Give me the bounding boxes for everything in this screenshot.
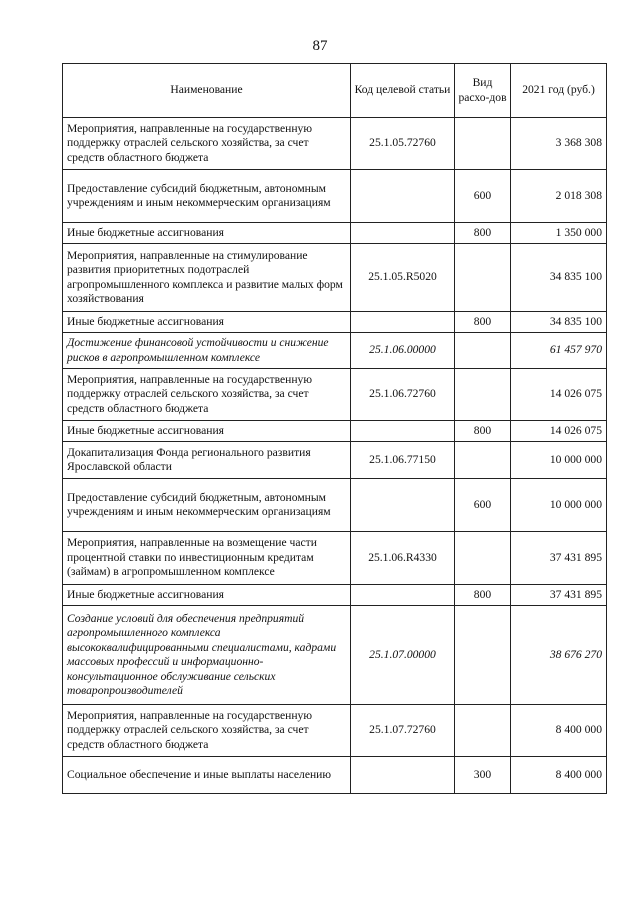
table-row [63,421,607,442]
table-row [63,333,607,369]
table-row [63,170,607,223]
table-row [63,606,607,705]
cell-sum: 8 400 000 [511,705,607,757]
table-row [63,312,607,333]
cell-name: Иные бюджетные ассигнования [63,312,351,333]
cell-name: Иные бюджетные ассигнования [63,421,351,442]
cell-code [351,479,455,532]
table-row [63,757,607,794]
cell-sum: 37 431 895 [511,585,607,606]
cell-name: Мероприятия, направленные на государственную поддержку отраслей сельского хозяйства, за счет средств областного бюджета [63,118,351,170]
table-body [63,118,607,794]
cell-sum: 37 431 895 [511,532,607,585]
cell-type [455,532,511,585]
cell-type: 800 [455,421,511,442]
cell-sum: 1 350 000 [511,223,607,244]
cell-sum: 34 835 100 [511,244,607,312]
cell-name: Предоставление субсидий бюджетным, автономным учреждениям и иным некоммерческим организациям [63,170,351,223]
cell-type [455,442,511,479]
cell-name: Социальное обеспечение и иные выплаты населению [63,757,351,794]
cell-name: Иные бюджетные ассигнования [63,223,351,244]
cell-type: 600 [455,479,511,532]
cell-sum: 38 676 270 [511,606,607,705]
header-code: Код целевой статьи [351,64,455,118]
cell-code: 25.1.05.72760 [351,118,455,170]
table-row [63,532,607,585]
cell-sum: 3 368 308 [511,118,607,170]
cell-name: Мероприятия, направленные на государственную поддержку отраслей сельского хозяйства, за счет средств областного бюджета [63,705,351,757]
cell-name: Мероприятия, направленные на государственную поддержку отраслей сельского хозяйства, за счет средств областного бюджета [63,369,351,421]
table-row [63,118,607,170]
table-row [63,223,607,244]
cell-name: Достижение финансовой устойчивости и снижение рисков в агропромышленном комплексе [63,333,351,369]
cell-code [351,421,455,442]
cell-sum: 10 000 000 [511,479,607,532]
cell-sum: 34 835 100 [511,312,607,333]
cell-type [455,244,511,312]
cell-code: 25.1.06.72760 [351,369,455,421]
cell-sum: 61 457 970 [511,333,607,369]
cell-type [455,369,511,421]
page-number: 87 [312,38,328,54]
cell-name: Создание условий для обеспечения предприятий агропромышленного комплекса высококвалифицированными специалистами, кадрами массовых профессий и информационно-консультационное обслуживание сельских товаропроизводителей [63,606,351,705]
cell-code [351,312,455,333]
cell-code: 25.1.07.00000 [351,606,455,705]
header-type: Вид расхо-дов [455,64,511,118]
table-row [63,585,607,606]
header-sum: 2021 год (руб.) [511,64,607,118]
cell-type [455,606,511,705]
cell-type: 800 [455,223,511,244]
cell-type: 300 [455,757,511,794]
cell-type: 800 [455,585,511,606]
budget-table [62,63,607,794]
cell-code: 25.1.06.R4330 [351,532,455,585]
cell-type [455,705,511,757]
table-row [63,442,607,479]
cell-name: Мероприятия, направленные на возмещение части процентной ставки по инвестиционным кредитам (займам) в агропромышленном комплексе [63,532,351,585]
cell-sum: 8 400 000 [511,757,607,794]
cell-code: 25.1.07.72760 [351,705,455,757]
cell-name: Предоставление субсидий бюджетным, автономным учреждениям и иным некоммерческим организациям [63,479,351,532]
table-row [63,369,607,421]
table-row [63,479,607,532]
table-row [63,705,607,757]
cell-type: 600 [455,170,511,223]
cell-sum: 2 018 308 [511,170,607,223]
cell-code [351,585,455,606]
cell-code [351,223,455,244]
cell-type [455,118,511,170]
header-name: Наименование [63,64,351,118]
cell-code [351,170,455,223]
cell-sum: 10 000 000 [511,442,607,479]
cell-code: 25.1.05.R5020 [351,244,455,312]
table-row [63,244,607,312]
cell-name: Мероприятия, направленные на стимулирование развития приоритетных подотраслей агропромышленного комплекса и развитие малых форм хозяйствования [63,244,351,312]
table-header-row [63,64,607,118]
cell-code: 25.1.06.00000 [351,333,455,369]
cell-code [351,757,455,794]
cell-name: Иные бюджетные ассигнования [63,585,351,606]
cell-type: 800 [455,312,511,333]
cell-sum: 14 026 075 [511,369,607,421]
cell-type [455,333,511,369]
cell-code: 25.1.06.77150 [351,442,455,479]
cell-sum: 14 026 075 [511,421,607,442]
cell-name: Докапитализация Фонда регионального развития Ярославской области [63,442,351,479]
